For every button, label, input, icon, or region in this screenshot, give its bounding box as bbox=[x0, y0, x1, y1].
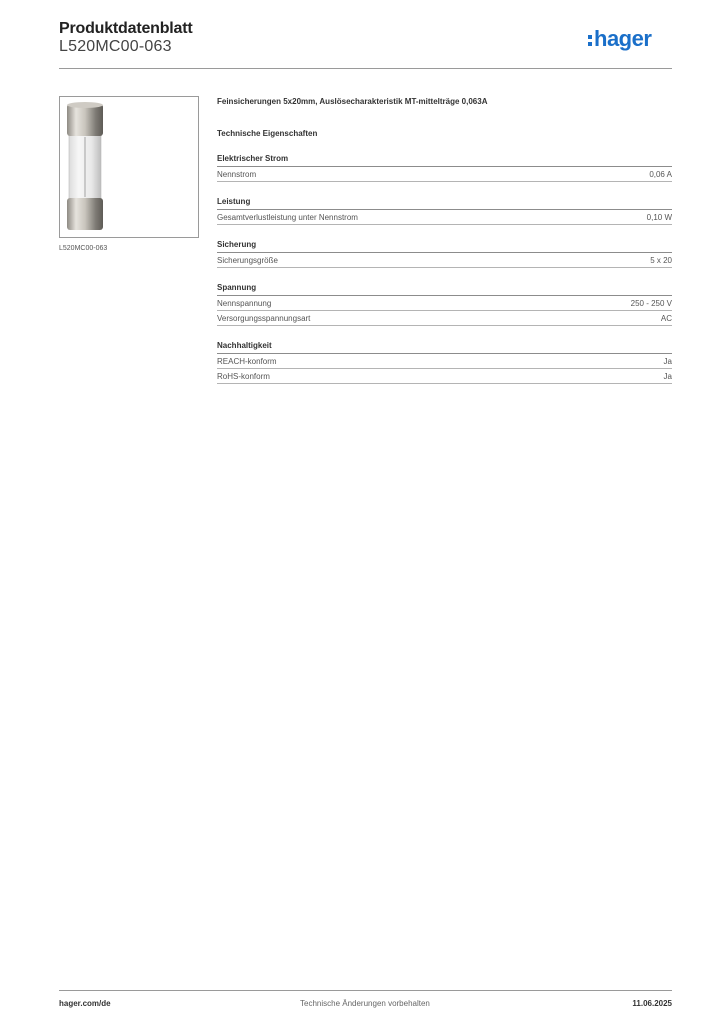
footer-notice: Technische Änderungen vorbehalten bbox=[300, 999, 430, 1008]
hager-logo bbox=[588, 26, 678, 56]
article-number: L520MC00-063 bbox=[59, 38, 172, 55]
row-label: REACH-konform bbox=[217, 356, 277, 366]
footer-website-link[interactable]: hager.com/de bbox=[59, 999, 111, 1008]
table-row bbox=[217, 253, 672, 268]
table-row bbox=[217, 311, 672, 326]
group-title: Elektrischer Strom bbox=[217, 153, 672, 167]
table-row bbox=[217, 369, 672, 384]
footer-divider bbox=[59, 990, 672, 991]
row-value: Ja bbox=[663, 356, 672, 366]
row-value: AC bbox=[660, 313, 672, 323]
table-row bbox=[217, 167, 672, 182]
group-leistung bbox=[217, 196, 672, 225]
row-value: 5 x 20 bbox=[650, 255, 672, 265]
footer-date: 11.06.2025 bbox=[632, 999, 672, 1008]
product-description: Feinsicherungen 5x20mm, Auslösecharakteristik MT-mittelträge 0,063A bbox=[217, 97, 488, 106]
row-value: 250 - 250 V bbox=[630, 298, 672, 308]
row-value: Ja bbox=[663, 371, 672, 381]
table-row bbox=[217, 354, 672, 369]
table-row bbox=[217, 210, 672, 225]
product-image bbox=[59, 96, 199, 238]
group-nachhaltigkeit bbox=[217, 340, 672, 384]
group-title: Leistung bbox=[217, 196, 672, 210]
group-elektrischer-strom bbox=[217, 153, 672, 182]
row-label: Sicherungsgröße bbox=[217, 255, 278, 265]
row-label: Nennspannung bbox=[217, 298, 272, 308]
row-label: Nennstrom bbox=[217, 169, 257, 179]
table-row bbox=[217, 296, 672, 311]
page-title: Produktdatenblatt bbox=[59, 20, 193, 37]
section-title: Technische Eigenschaften bbox=[217, 129, 318, 138]
row-value: 0,06 A bbox=[649, 169, 672, 179]
group-title: Nachhaltigkeit bbox=[217, 340, 672, 354]
image-caption: L520MC00-063 bbox=[59, 245, 108, 252]
row-label: Gesamtverlustleistung unter Nennstrom bbox=[217, 212, 358, 222]
group-title: Spannung bbox=[217, 282, 672, 296]
fuse-illustration bbox=[60, 97, 198, 237]
svg-text:hager: hager bbox=[594, 26, 652, 51]
row-value: 0,10 W bbox=[646, 212, 672, 222]
group-spannung bbox=[217, 282, 672, 326]
header-divider bbox=[59, 68, 672, 69]
group-title: Sicherung bbox=[217, 239, 672, 253]
group-sicherung bbox=[217, 239, 672, 268]
row-label: Versorgungsspannungsart bbox=[217, 313, 311, 323]
product-specs bbox=[217, 96, 672, 384]
row-label: RoHS-konform bbox=[217, 371, 270, 381]
